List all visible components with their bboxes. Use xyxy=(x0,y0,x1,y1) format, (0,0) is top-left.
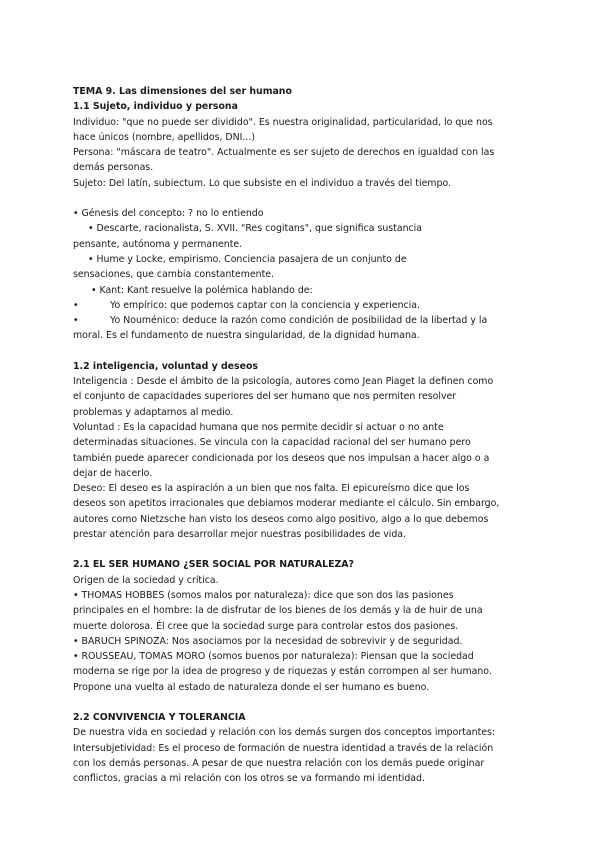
paragraph-line: deseos son apetitos irracionales que debiamos moderar mediante el cálculo. Sin embargo, xyxy=(73,498,500,510)
list-item-kant: • Kant: Kant resuelve la polémica hablando de: xyxy=(91,284,313,296)
paragraph-line: • ROUSSEAU, TOMAS MORO (somos buenos por naturaleza): Piensan que la sociedad xyxy=(73,651,474,663)
list-item-genesis: • Génesis del concepto: ? no lo entiendo xyxy=(73,208,264,220)
paragraph-line: dejar de hacerlo. xyxy=(73,467,153,479)
paragraph-line: también puede aparecer condicionada por los deseos que nos impulsan a hacer algo o a xyxy=(73,452,490,464)
paragraph-line: Intersubjetividad: Es el proceso de formación de nuestra identidad a través de la relación xyxy=(73,742,494,754)
paragraph-line: sensaciones, que cambia constantemente. xyxy=(73,269,275,281)
paragraph-line: el conjunto de capacidades superiores del ser humano que nos permiten resolver xyxy=(73,391,457,403)
document-body xyxy=(73,84,543,786)
bullet-icon: • xyxy=(73,299,79,311)
paragraph-line: pensante, autónoma y permanente. xyxy=(73,238,243,250)
paragraph-line: Propone una vuelta al estado de naturaleza donde el ser humano es bueno. xyxy=(73,681,430,693)
paragraph-line: problemas y adaptarnos al medio. xyxy=(73,406,234,418)
paragraph-line: moral. Es el fundamento de nuestra singularidad, de la dignidad humana. xyxy=(73,330,420,342)
paragraph-line: demás personas. xyxy=(73,162,154,174)
list-item-text: Yo Nouménico: deduce la razón como condición de posibilidad de la libertad y la xyxy=(110,315,488,327)
list-item-hume-locke: • Hume y Locke, empirismo. Conciencia pasajera de un conjunto de xyxy=(88,253,407,265)
paragraph-line: autores como Nietzsche han visto los deseos como algo positivo, algo a lo que debemos xyxy=(73,513,489,525)
list-item-descartes: • Descarte, racionalista, S. XVII. "Res cogitans", que significa sustancia xyxy=(88,223,423,235)
section-heading-1-1: 1.1 Sujeto, individuo y persona xyxy=(73,101,238,113)
paragraph-line: • THOMAS HOBBES (somos malos por naturaleza): dice que son dos las pasiones xyxy=(73,589,454,601)
paragraph-line: Individuo: "que no puede ser dividido". Es nuestra originalidad, particularidad, lo que nos xyxy=(73,116,493,128)
paragraph-line: Deseo: El deseo es la aspiración a un bien que nos falta. El epicureísmo dice que los xyxy=(73,483,470,495)
section-heading-2-2: 2.2 CONVIVENCIA Y TOLERANCIA xyxy=(73,711,246,723)
list-item-yo-empirico xyxy=(73,298,543,313)
paragraph-line: hace únicos (nombre, apellidos, DNI...) xyxy=(73,131,256,143)
paragraph-line: determinadas situaciones. Se vincula con la capacidad racional del ser humano pero xyxy=(73,437,471,449)
paragraph-line: De nuestra vida en sociedad y relación con los demás surgen dos conceptos importantes: xyxy=(73,727,496,739)
paragraph-line: • BARUCH SPINOZA: Nos asociamos por la necesidad de sobrevivir y de seguridad. xyxy=(73,635,463,647)
paragraph-line: Sujeto: Del latín, subiectum. Lo que subsiste en el individuo a través del tiempo. xyxy=(73,177,451,189)
document-title: TEMA 9. Las dimensiones del ser humano xyxy=(73,86,292,97)
bullet-icon: • xyxy=(73,315,79,327)
list-item-yo-noumenico xyxy=(73,313,543,328)
paragraph-line: moderna se rige por la idea de progreso y de riquezas y están corrompen al ser humano. xyxy=(73,666,492,678)
paragraph-line: prestar atención para desarrollar mejor nuestras posibilidades de vida. xyxy=(73,529,407,541)
section-heading-2-1: 2.1 EL SER HUMANO ¿SER SOCIAL POR NATURALEZA? xyxy=(73,559,354,571)
paragraph-line: Origen de la sociedad y crítica. xyxy=(73,574,219,586)
paragraph-line: Voluntad : Es la capacidad humana que nos permite decidir si actuar o no ante xyxy=(73,421,444,433)
paragraph-line: con los demás personas. A pesar de que nuestra relación con los demás puede originar xyxy=(73,757,485,769)
paragraph-line: Inteligencia : Desde el ámbito de la psicología, autores como Jean Piaget la definen como xyxy=(73,376,494,388)
paragraph-line: principales en el hombre: la de disfrutar de los bienes de los demás y la de huir de una xyxy=(73,605,483,617)
section-heading-1-2: 1.2 inteligencia, voluntad y deseos xyxy=(73,360,258,372)
paragraph-line: muerte dolorosa. Él cree que la sociedad surge para controlar estos dos pasiones. xyxy=(73,620,459,632)
paragraph-line: Persona: "máscara de teatro". Actualmente es ser sujeto de derechos en igualdad con las xyxy=(73,147,495,159)
paragraph-line: conflictos, gracias a mi relación con los otros se va formando mi identidad. xyxy=(73,773,425,785)
list-item-text: Yo empírico: que podemos captar con la conciencia y experiencia. xyxy=(110,299,420,311)
